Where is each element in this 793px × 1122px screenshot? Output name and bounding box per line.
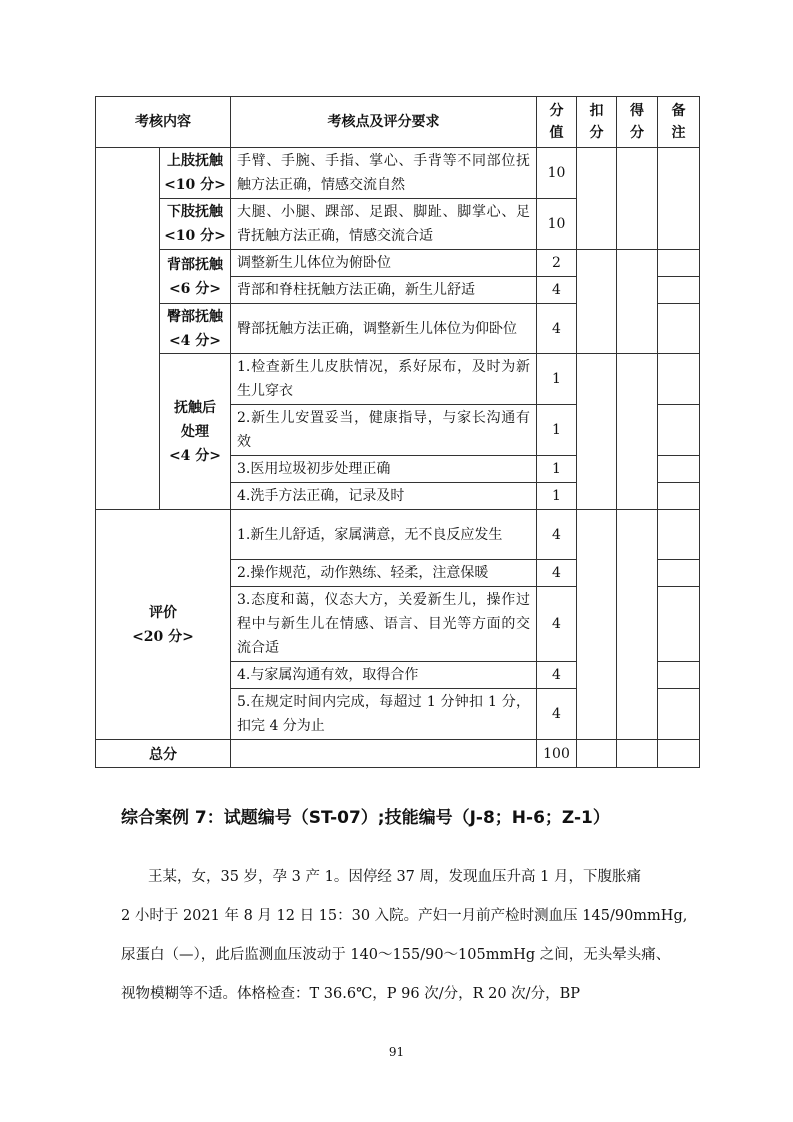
blank-category-cell: [96, 148, 160, 510]
total-blank-cell: [231, 740, 537, 768]
score-cell: 4: [537, 689, 577, 740]
score-cell: 10: [537, 148, 577, 199]
table-row: [96, 510, 700, 560]
header-note: 备 注: [658, 97, 700, 148]
score-cell: 4: [537, 560, 577, 587]
score-cell: 4: [537, 510, 577, 560]
note-cell: [658, 689, 700, 740]
case-paragraph-line: 尿蛋白（—），此后监测血压波动于 140～155/90～105mmHg 之间，无头晕头痛、: [121, 947, 671, 963]
obtained-cell: [617, 250, 658, 354]
req-cell: 2.操作规范，动作熟练、轻柔，注意保暖: [231, 560, 537, 587]
note-cell: [658, 250, 700, 277]
score-cell: 1: [537, 456, 577, 483]
note-cell: [658, 587, 700, 662]
score-cell: 1: [537, 483, 577, 510]
score-cell: 4: [537, 587, 577, 662]
table-row: [96, 250, 700, 277]
req-cell: 3.态度和蔼，仪态大方，关爱新生儿，操作过程中与新生儿在情感、语言、目光等方面的交流合适: [231, 587, 537, 662]
req-cell: 手臂、手腕、手指、掌心、手背等不同部位抚触方法正确，情感交流自然: [231, 148, 537, 199]
req-cell: 1.检查新生儿皮肤情况，系好尿布，及时为新生儿穿衣: [231, 354, 537, 405]
case-paragraph-line: 视物模糊等不适。体格检查：T 36.6℃，P 96 次/分，R 20 次/分，BP: [121, 986, 580, 1002]
group-after-care: 抚触后 处理 <4 分>: [160, 354, 231, 510]
req-cell: 5.在规定时间内完成，每超过 1 分钟扣 1 分，扣完 4 分为止: [231, 689, 537, 740]
req-cell: 4.与家属沟通有效，取得合作: [231, 662, 537, 689]
deduct-cell: [577, 740, 617, 768]
score-cell: 10: [537, 199, 577, 250]
header-obtained: 得 分: [617, 97, 658, 148]
total-row: [96, 740, 700, 768]
obtained-cell: [617, 148, 658, 250]
req-cell: 调整新生儿体位为俯卧位: [231, 250, 537, 277]
note-cell: [658, 510, 700, 560]
header-deduct: 扣 分: [577, 97, 617, 148]
note-cell: [658, 304, 700, 354]
header-score: 分 值: [537, 97, 577, 148]
note-cell: [658, 354, 700, 405]
req-cell: 大腿、小腿、踝部、足跟、脚趾、脚掌心、足背抚触方法正确，情感交流合适: [231, 199, 537, 250]
group-upper-limb: 上肢抚触 <10 分>: [160, 148, 231, 199]
score-cell: 4: [537, 662, 577, 689]
table-row: [96, 148, 700, 199]
obtained-cell: [617, 510, 658, 740]
case-heading: 综合案例 7：试题编号（ST-07）;技能编号（J-8；H-6；Z-1）: [121, 808, 610, 828]
note-cell: [658, 148, 700, 250]
scoring-table: [95, 96, 700, 768]
obtained-cell: [617, 354, 658, 510]
note-cell: [658, 560, 700, 587]
req-cell: 4.洗手方法正确，记录及时: [231, 483, 537, 510]
total-value: 100: [537, 740, 577, 768]
deduct-cell: [577, 510, 617, 740]
note-cell: [658, 662, 700, 689]
note-cell: [658, 740, 700, 768]
note-cell: [658, 277, 700, 304]
req-cell: 1.新生儿舒适，家属满意，无不良反应发生: [231, 510, 537, 560]
page-number: 91: [388, 1045, 405, 1059]
score-cell: 2: [537, 250, 577, 277]
req-cell: 3.医用垃圾初步处理正确: [231, 456, 537, 483]
table-row: [96, 354, 700, 405]
note-cell: [658, 456, 700, 483]
deduct-cell: [577, 354, 617, 510]
score-cell: 4: [537, 277, 577, 304]
group-lower-limb: 下肢抚触 <10 分>: [160, 199, 231, 250]
deduct-cell: [577, 250, 617, 354]
note-cell: [658, 405, 700, 456]
deduct-cell: [577, 148, 617, 250]
case-paragraph-line: 2 小时于 2021 年 8 月 12 日 15：30 入院。产妇一月前产检时测血压 145/90mmHg,: [121, 908, 688, 924]
score-cell: 1: [537, 405, 577, 456]
total-label: 总分: [96, 740, 231, 768]
header-row: [96, 97, 700, 148]
req-cell: 臀部抚触方法正确，调整新生儿体位为仰卧位: [231, 304, 537, 354]
case-paragraph-line: 王某，女，35 岁，孕 3 产 1。因停经 37 周，发现血压升高 1 月，下腹胀痛: [148, 869, 641, 885]
req-cell: 背部和脊柱抚触方法正确，新生儿舒适: [231, 277, 537, 304]
header-content: 考核内容: [96, 97, 231, 148]
group-evaluation: 评价 <20 分>: [96, 510, 231, 740]
req-cell: 2.新生儿安置妥当，健康指导，与家长沟通有效: [231, 405, 537, 456]
obtained-cell: [617, 740, 658, 768]
note-cell: [658, 483, 700, 510]
header-requirements: 考核点及评分要求: [231, 97, 537, 148]
group-buttocks: 臀部抚触 <4 分>: [160, 304, 231, 354]
score-cell: 4: [537, 304, 577, 354]
group-back: 背部抚触 <6 分>: [160, 250, 231, 304]
score-cell: 1: [537, 354, 577, 405]
